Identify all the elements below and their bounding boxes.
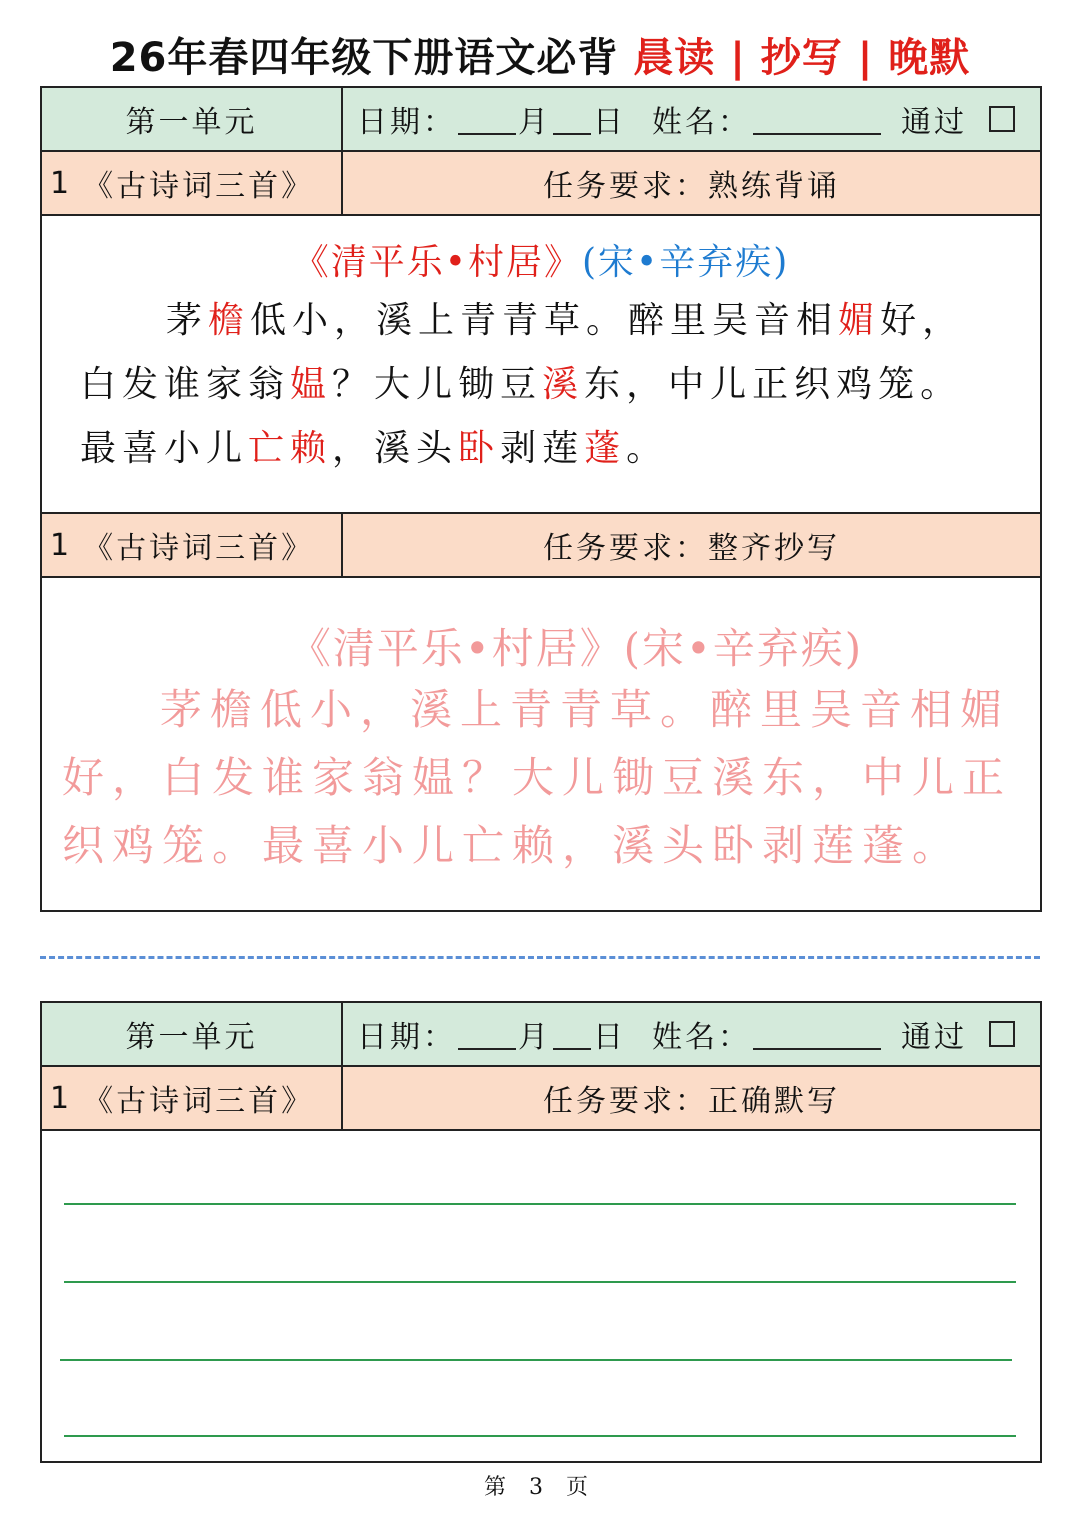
poem-text-segment: 东，中儿正织鸡笼。 (584, 364, 963, 405)
page-number: 第 3 页 (484, 1475, 596, 1500)
poem-title-line (42, 234, 1040, 285)
pass-label: 通过 (901, 1020, 967, 1055)
worksheet-bottom (40, 1001, 1042, 1463)
title-mode-evening: 晚默 (888, 35, 971, 81)
lesson-cell (42, 152, 343, 214)
month-blank[interactable] (458, 1018, 516, 1050)
name-label: 姓名： (652, 1020, 751, 1055)
poem-text-segment: 白发谁家翁 (80, 364, 291, 405)
task-requirement: 任务要求：正确默写 (543, 1084, 840, 1119)
trace-line-1: 茅檐低小，溪上青青草。醉里吴音相媚 (160, 685, 1011, 734)
date-label: 日期： (357, 105, 456, 140)
poem-key-char: 蓬 (584, 428, 627, 469)
poem-key-char: 媪 (290, 364, 333, 405)
poem-text-segment: ，溪头 (332, 428, 459, 469)
month-label: 月 (518, 105, 551, 140)
poem-text-segment: 。 (626, 428, 669, 469)
form-header-row (42, 1003, 1040, 1067)
task-requirement: 任务要求：熟练背诵 (543, 169, 840, 204)
name-label: 姓名： (652, 105, 751, 140)
dictation-writing-area[interactable] (42, 1131, 1040, 1461)
trace-line-3: 织鸡笼。最喜小儿亡赖，溪头卧剥莲蓬。 (62, 821, 963, 870)
poem-key-char: 媚 (838, 300, 881, 341)
lesson-row-read (42, 152, 1040, 216)
poem-key-char: 亡赖 (248, 428, 333, 469)
day-blank[interactable] (553, 1018, 591, 1050)
title-main: 26年春四年级下册语文必背 (109, 35, 619, 81)
day-blank[interactable] (553, 103, 591, 135)
lesson-row-dictate (42, 1067, 1040, 1131)
form-header-row (42, 88, 1040, 152)
name-blank[interactable] (753, 103, 881, 135)
lesson-title: 《古诗词三首》 (83, 1084, 315, 1119)
trace-poem-title: 《清平乐•村居》(宋•辛弃疾) (288, 624, 864, 673)
poem-text-segment: 低小，溪上青青草。醉里吴音相 (250, 300, 839, 341)
poem-line-3 (42, 417, 1040, 481)
month-blank[interactable] (458, 103, 516, 135)
trace-copy-area[interactable] (42, 578, 1040, 880)
lesson-title: 《古诗词三首》 (83, 169, 315, 204)
writing-line (60, 1359, 1012, 1361)
lesson-row-copy (42, 514, 1040, 578)
lesson-number: 1 (50, 165, 70, 201)
poem-text-segment: ？大儿锄豆 (332, 364, 543, 405)
title-separator: | (857, 35, 874, 81)
title-separator: | (730, 35, 746, 81)
day-label: 日 (593, 105, 626, 140)
writing-line (64, 1281, 1016, 1283)
date-name-cell (343, 88, 1040, 150)
poem-read-area (42, 216, 1040, 514)
poem-text-segment: 茅 (166, 300, 209, 341)
poem-title: 《清平乐•村居》 (292, 242, 582, 283)
poem-text-segment: 剥莲 (500, 428, 585, 469)
pass-checkbox[interactable] (989, 1021, 1015, 1047)
lesson-title: 《古诗词三首》 (83, 531, 315, 566)
task-requirement: 任务要求：整齐抄写 (543, 531, 840, 566)
poem-key-char: 卧 (458, 428, 501, 469)
lesson-cell (42, 514, 343, 576)
trace-line-2: 好，白发谁家翁媪？大儿锄豆溪东，中儿正 (62, 753, 1013, 802)
lesson-cell (42, 1067, 343, 1129)
name-blank[interactable] (753, 1018, 881, 1050)
poem-key-char: 檐 (208, 300, 251, 341)
poem-text-segment: 最喜小儿 (80, 428, 249, 469)
pass-label: 通过 (901, 105, 967, 140)
unit-label: 第一单元 (42, 1003, 343, 1065)
date-label: 日期： (357, 1020, 456, 1055)
page-title (0, 30, 1080, 86)
poem-line-1 (42, 289, 1040, 353)
unit-label: 第一单元 (42, 88, 343, 150)
poem-key-char: 溪 (542, 364, 585, 405)
worksheet-top (40, 86, 1042, 912)
writing-line (64, 1435, 1016, 1437)
poem-line-2 (42, 353, 1040, 417)
lesson-number: 1 (50, 527, 70, 563)
poem-text-segment: 好， (880, 300, 965, 341)
month-label: 月 (518, 1020, 551, 1055)
day-label: 日 (593, 1020, 626, 1055)
cut-divider (40, 956, 1040, 959)
pass-checkbox[interactable] (989, 106, 1015, 132)
title-mode-morning: 晨读 (633, 35, 716, 81)
poem-author: (宋•辛弃疾) (581, 242, 790, 283)
date-name-cell (343, 1003, 1040, 1065)
title-mode-copy: 抄写 (760, 35, 843, 81)
writing-line (64, 1203, 1016, 1205)
lesson-number: 1 (50, 1080, 70, 1116)
